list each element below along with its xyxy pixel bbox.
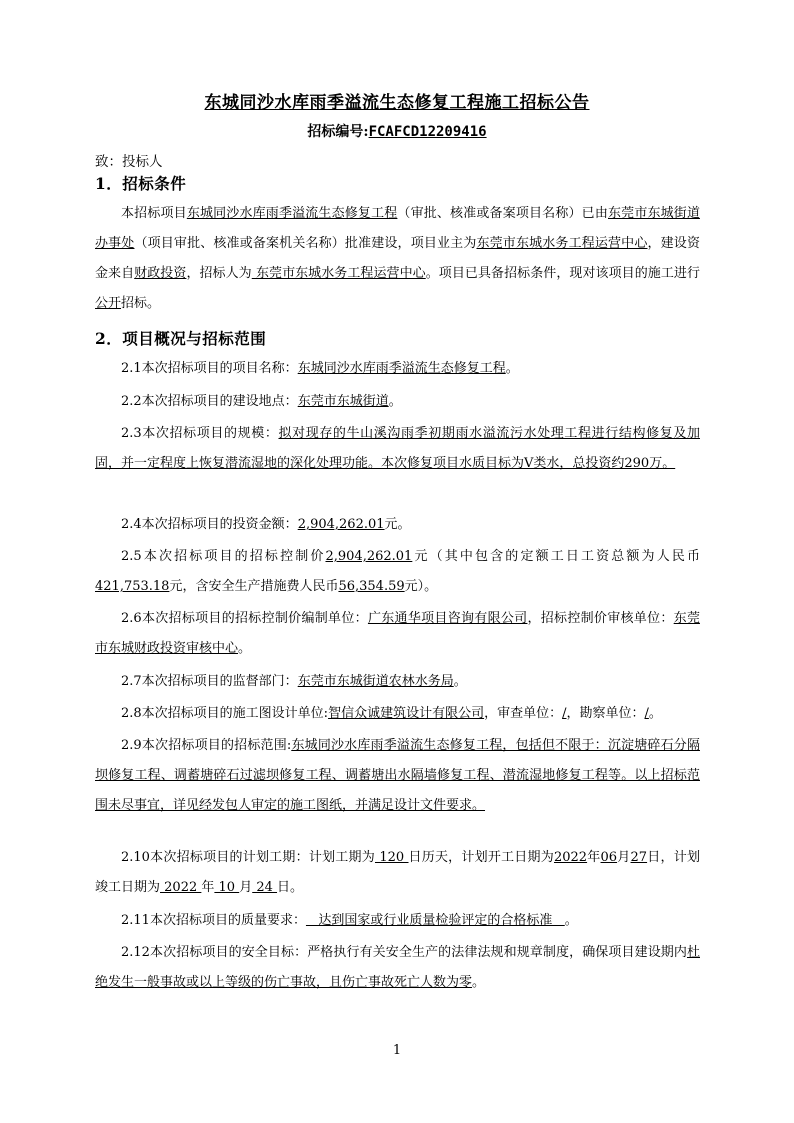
item-2-4 (95, 510, 700, 540)
label: 2.7本次招标项目的监督部门： (121, 674, 298, 689)
text: 招标。 (121, 296, 161, 311)
value: 2,904,262.01 (325, 549, 413, 564)
text: 年 (201, 880, 215, 895)
text: （审批、核准或备案项目名称）已由 (397, 206, 608, 221)
label: 2.4本次招标项目的投资金额： (121, 517, 298, 532)
text: 日历天，计划开工日期为 (408, 850, 554, 865)
project-owner: 东莞市东城水务工程运营中心 (476, 236, 648, 251)
item-2-8 (95, 699, 700, 729)
item-2-3 (95, 419, 700, 479)
text: ，勘察单位： (566, 706, 645, 721)
item-2-5 (95, 542, 700, 602)
text: 。 (505, 361, 519, 376)
section-2-heading: 2．项目概况与招标范围 (95, 329, 267, 348)
text: 月 (239, 880, 253, 895)
value: 杜绝发生一般事故或以上等级的伤亡事故，且伤亡事故死亡人数为零 (95, 945, 700, 990)
item-2-6 (95, 604, 700, 664)
label: 2.11本次招标项目的质量要求： (121, 913, 306, 928)
text: 。 (564, 913, 578, 928)
bid-number: FCAFCD12209416 (368, 124, 487, 140)
text: 。项目已具备招标条件，现对该项目的施工进行 (425, 266, 700, 281)
tenderer: 东莞市东城水务工程运营中心 (251, 266, 426, 281)
text: 元（其中包含的定额工日工资总额为人民币 (412, 549, 700, 564)
addressee: 致：投标人 (95, 154, 163, 170)
tender-type: 公开 (95, 296, 122, 311)
item-2-7 (95, 667, 700, 697)
text: 元）。 (404, 579, 438, 594)
page-number: 1 (392, 1043, 402, 1058)
text: ，招标控制价审核单位： (527, 611, 674, 626)
wage-total: 421,753.18 (95, 579, 170, 594)
label: 2.9本次招标项目的招标范围: (121, 738, 292, 753)
text: 日。 (277, 880, 304, 895)
label: 2.12本次招标项目的安全目标：严格执行有关安全生产的法律法规和规章制度，确保项目建设期内 (121, 945, 687, 960)
item-2-12 (95, 938, 700, 998)
bid-number-line (0, 121, 794, 141)
item-2-11 (95, 906, 700, 936)
text: 元，含安全生产措施费人民币 (169, 579, 339, 594)
item-2-9 (95, 731, 700, 821)
label: 2.3本次招标项目的规模： (121, 426, 279, 441)
bid-number-label: 招标编号: (307, 124, 369, 140)
value: 27 (630, 850, 648, 865)
label: 2.1本次招标项目的项目名称： (121, 361, 298, 376)
label: 2.2本次招标项目的建设地点： (121, 394, 298, 409)
value: 达到国家或行业质量检验评定的合格标准 (305, 913, 565, 928)
value: 智信众诚建筑设计有限公司 (328, 706, 485, 721)
text: （项目审批、核准或备案机关名称）批准建设，项目业主为 (134, 236, 477, 251)
text: ，招标人为 (186, 266, 252, 281)
value: / (644, 706, 649, 721)
value: 东城同沙水库雨季溢流生态修复工程 (297, 361, 506, 376)
value: 东莞市东城街道农林水务局 (297, 674, 454, 689)
item-2-10 (95, 843, 700, 903)
text: ，建设资金来自 (95, 236, 700, 281)
value: 东莞市东城街道 (297, 394, 389, 409)
text: 。 (238, 641, 252, 656)
value: / (562, 706, 567, 721)
value: 拟对现存的牛山溪沟雨季初期雨水溢流污水处理工程进行结构修复及加固，并一定程度上恢复潜流湿地的深化处理功能。本次修复项目水质目标为Ⅴ类水，总投资约290万。 (95, 426, 700, 471)
value: 120 (374, 850, 409, 865)
text: 本招标项目 (121, 206, 187, 221)
document-title: 东城同沙水库雨季溢流生态修复工程施工招标公告 (204, 93, 590, 113)
item-2-2 (95, 387, 700, 417)
label: 2.8本次招标项目的施工图设计单位: (121, 706, 329, 721)
value: 24 (252, 880, 278, 895)
label: 2.6本次招标项目的招标控制价编制单位： (121, 611, 368, 626)
section-1-heading: 1．招标条件 (95, 174, 187, 193)
value: 2022 (160, 880, 202, 895)
section-1-paragraph (95, 199, 700, 319)
approval-authority: 东莞市东城街道办事处 (95, 206, 700, 251)
value: 广东通华项目咨询有限公司 (367, 611, 528, 626)
value: 2022 (553, 850, 588, 865)
text: 。 (648, 706, 662, 721)
label: 2.10本次招标项目的计划工期：计划工期为 (121, 850, 375, 865)
text: 。 (472, 975, 486, 990)
text: 日，计划竣工日期为 (95, 850, 700, 895)
project-name: 东城同沙水库雨季溢流生态修复工程 (186, 206, 398, 221)
value: 10 (214, 880, 240, 895)
value: 东城同沙水库雨季溢流生态修复工程，包括但不限于：沉淀塘碎石分隔坝修复工程、调蓄塘碎石过滤坝修复工程、调蓄塘出水隔墙修复工程、潜流湿地修复工程等。以上招标范围未尽事宜，详见经发包人审定的施工图纸，并满足设计文件要求。 (95, 738, 700, 813)
item-2-1 (95, 354, 700, 384)
value: 06 (600, 850, 618, 865)
value: 2,904,262.01 (297, 517, 385, 532)
safety-fee: 56,354.59 (338, 579, 405, 594)
text: 。 (388, 394, 402, 409)
text: ，审查单位： (484, 706, 563, 721)
value: 东莞市东城财政投资审核中心 (95, 611, 700, 656)
text: 。 (453, 674, 467, 689)
text: 年 (587, 850, 601, 865)
text: 月 (617, 850, 631, 865)
label: 2.5本次招标项目的招标控制价 (121, 549, 326, 564)
fund-source: 财政投资 (134, 266, 187, 281)
text: 元。 (384, 517, 411, 532)
